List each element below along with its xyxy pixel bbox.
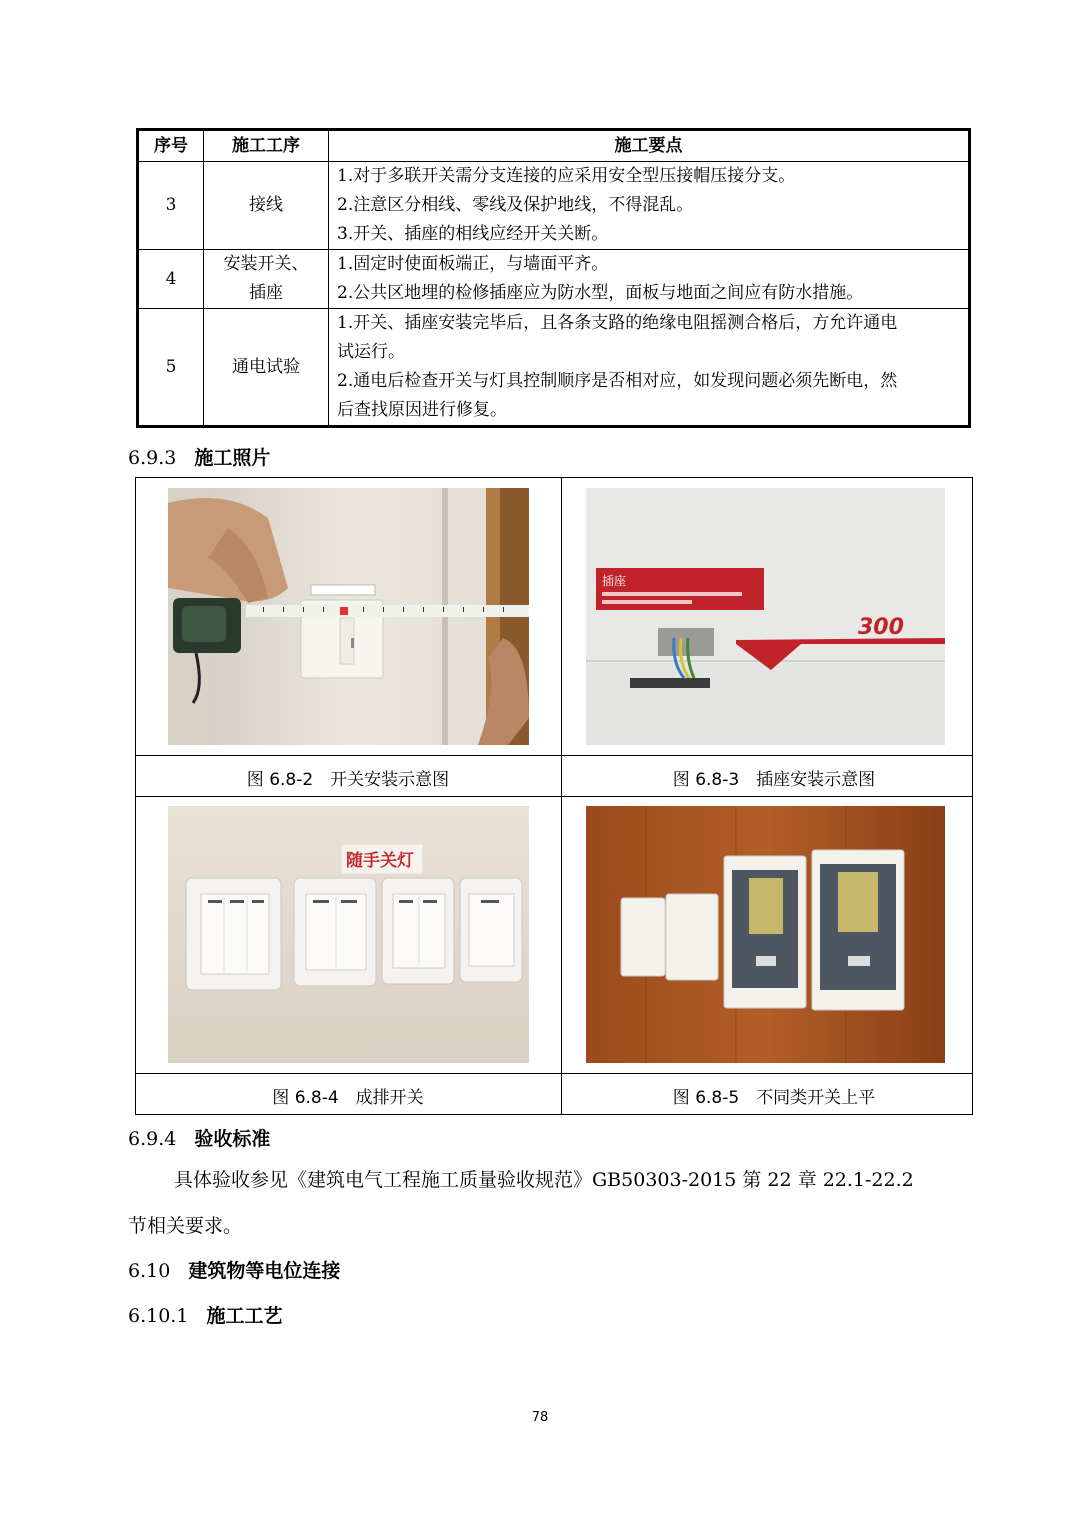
row-points bbox=[329, 250, 970, 309]
height-mark-text: 300 bbox=[858, 615, 904, 640]
point-line: 后查找原因进行修复。 bbox=[337, 400, 507, 420]
socket-label-text: 插座 bbox=[602, 574, 627, 588]
table-row bbox=[138, 309, 970, 427]
row-step bbox=[204, 309, 329, 427]
row-step bbox=[204, 162, 329, 250]
header-no: 序号 bbox=[138, 130, 204, 162]
row-points bbox=[329, 309, 970, 427]
section-title: 验收标准 bbox=[194, 1128, 271, 1150]
socket-install-photo bbox=[586, 488, 945, 745]
mixed-switch-photo bbox=[586, 806, 945, 1063]
row-step bbox=[204, 250, 329, 309]
sign-text: 随手关灯 bbox=[346, 851, 414, 871]
point-line: 1.对于多联开关需分支连接的应采用安全型压接帽压接分支。 bbox=[337, 166, 796, 186]
point-line: 1.开关、插座安装完毕后，且各条支路的绝缘电阻摇测合格后，方允许通电 bbox=[337, 313, 898, 333]
photo-grid bbox=[135, 477, 973, 1115]
page-number: 78 bbox=[531, 1410, 549, 1425]
row-points bbox=[329, 162, 970, 250]
row-no: 3 bbox=[138, 162, 204, 250]
row-no: 5 bbox=[138, 309, 204, 427]
photo-caption: 图 6.8-2 开关安装示意图 bbox=[246, 770, 450, 790]
row-no: 4 bbox=[138, 250, 204, 309]
photo-caption: 图 6.8-4 成排开关 bbox=[272, 1088, 424, 1108]
table-header-row bbox=[138, 130, 970, 162]
section-heading-6-10 bbox=[128, 1256, 340, 1283]
point-line: 2.公共区地埋的检修插座应为防水型，面板与地面之间应有防水措施。 bbox=[337, 283, 864, 303]
switch-install-photo bbox=[168, 488, 529, 745]
section-number: 6.10 bbox=[128, 1260, 171, 1282]
construction-process-table bbox=[136, 128, 971, 428]
section-number: 6.9.4 bbox=[128, 1128, 177, 1150]
grid-divider bbox=[136, 796, 972, 797]
step-line: 插座 bbox=[249, 283, 283, 303]
table-row bbox=[138, 250, 970, 309]
point-line: 3.开关、插座的相线应经开关关断。 bbox=[337, 224, 609, 244]
photo-caption: 图 6.8-3 插座安装示意图 bbox=[672, 770, 876, 790]
section-title: 施工照片 bbox=[194, 447, 271, 469]
section-heading-6-10-1 bbox=[128, 1301, 282, 1328]
point-line: 1.固定时使面板端正，与墙面平齐。 bbox=[337, 254, 609, 274]
photo-caption: 图 6.8-5 不同类开关上平 bbox=[672, 1088, 876, 1108]
step-line: 通电试验 bbox=[232, 356, 300, 377]
section-heading-6-9-4 bbox=[128, 1124, 270, 1151]
grid-divider bbox=[136, 755, 972, 756]
table-row bbox=[138, 162, 970, 250]
acceptance-paragraph-line: 具体验收参见《建筑电气工程施工质量验收规范》GB50303-2015 第 22 章 22.1-22.2 bbox=[174, 1169, 914, 1191]
point-line: 试运行。 bbox=[337, 342, 405, 362]
step-line: 接线 bbox=[249, 195, 283, 215]
point-line: 2.通电后检查开关与灯具控制顺序是否相对应，如发现问题必须先断电，然 bbox=[337, 371, 898, 391]
grid-divider bbox=[136, 1073, 972, 1074]
section-heading-6-9-3 bbox=[128, 443, 270, 470]
point-line: 2.注意区分相线、零线及保护地线，不得混乱。 bbox=[337, 195, 694, 215]
switch-row-photo bbox=[168, 806, 529, 1063]
step-line: 安装开关、 bbox=[223, 254, 309, 274]
section-title: 建筑物等电位连接 bbox=[188, 1260, 341, 1282]
section-title: 施工工艺 bbox=[206, 1305, 283, 1327]
header-points: 施工要点 bbox=[329, 130, 970, 162]
header-step: 施工工序 bbox=[204, 130, 329, 162]
section-number: 6.10.1 bbox=[128, 1305, 189, 1327]
acceptance-paragraph-line: 节相关要求。 bbox=[128, 1215, 243, 1237]
section-number: 6.9.3 bbox=[128, 447, 177, 469]
